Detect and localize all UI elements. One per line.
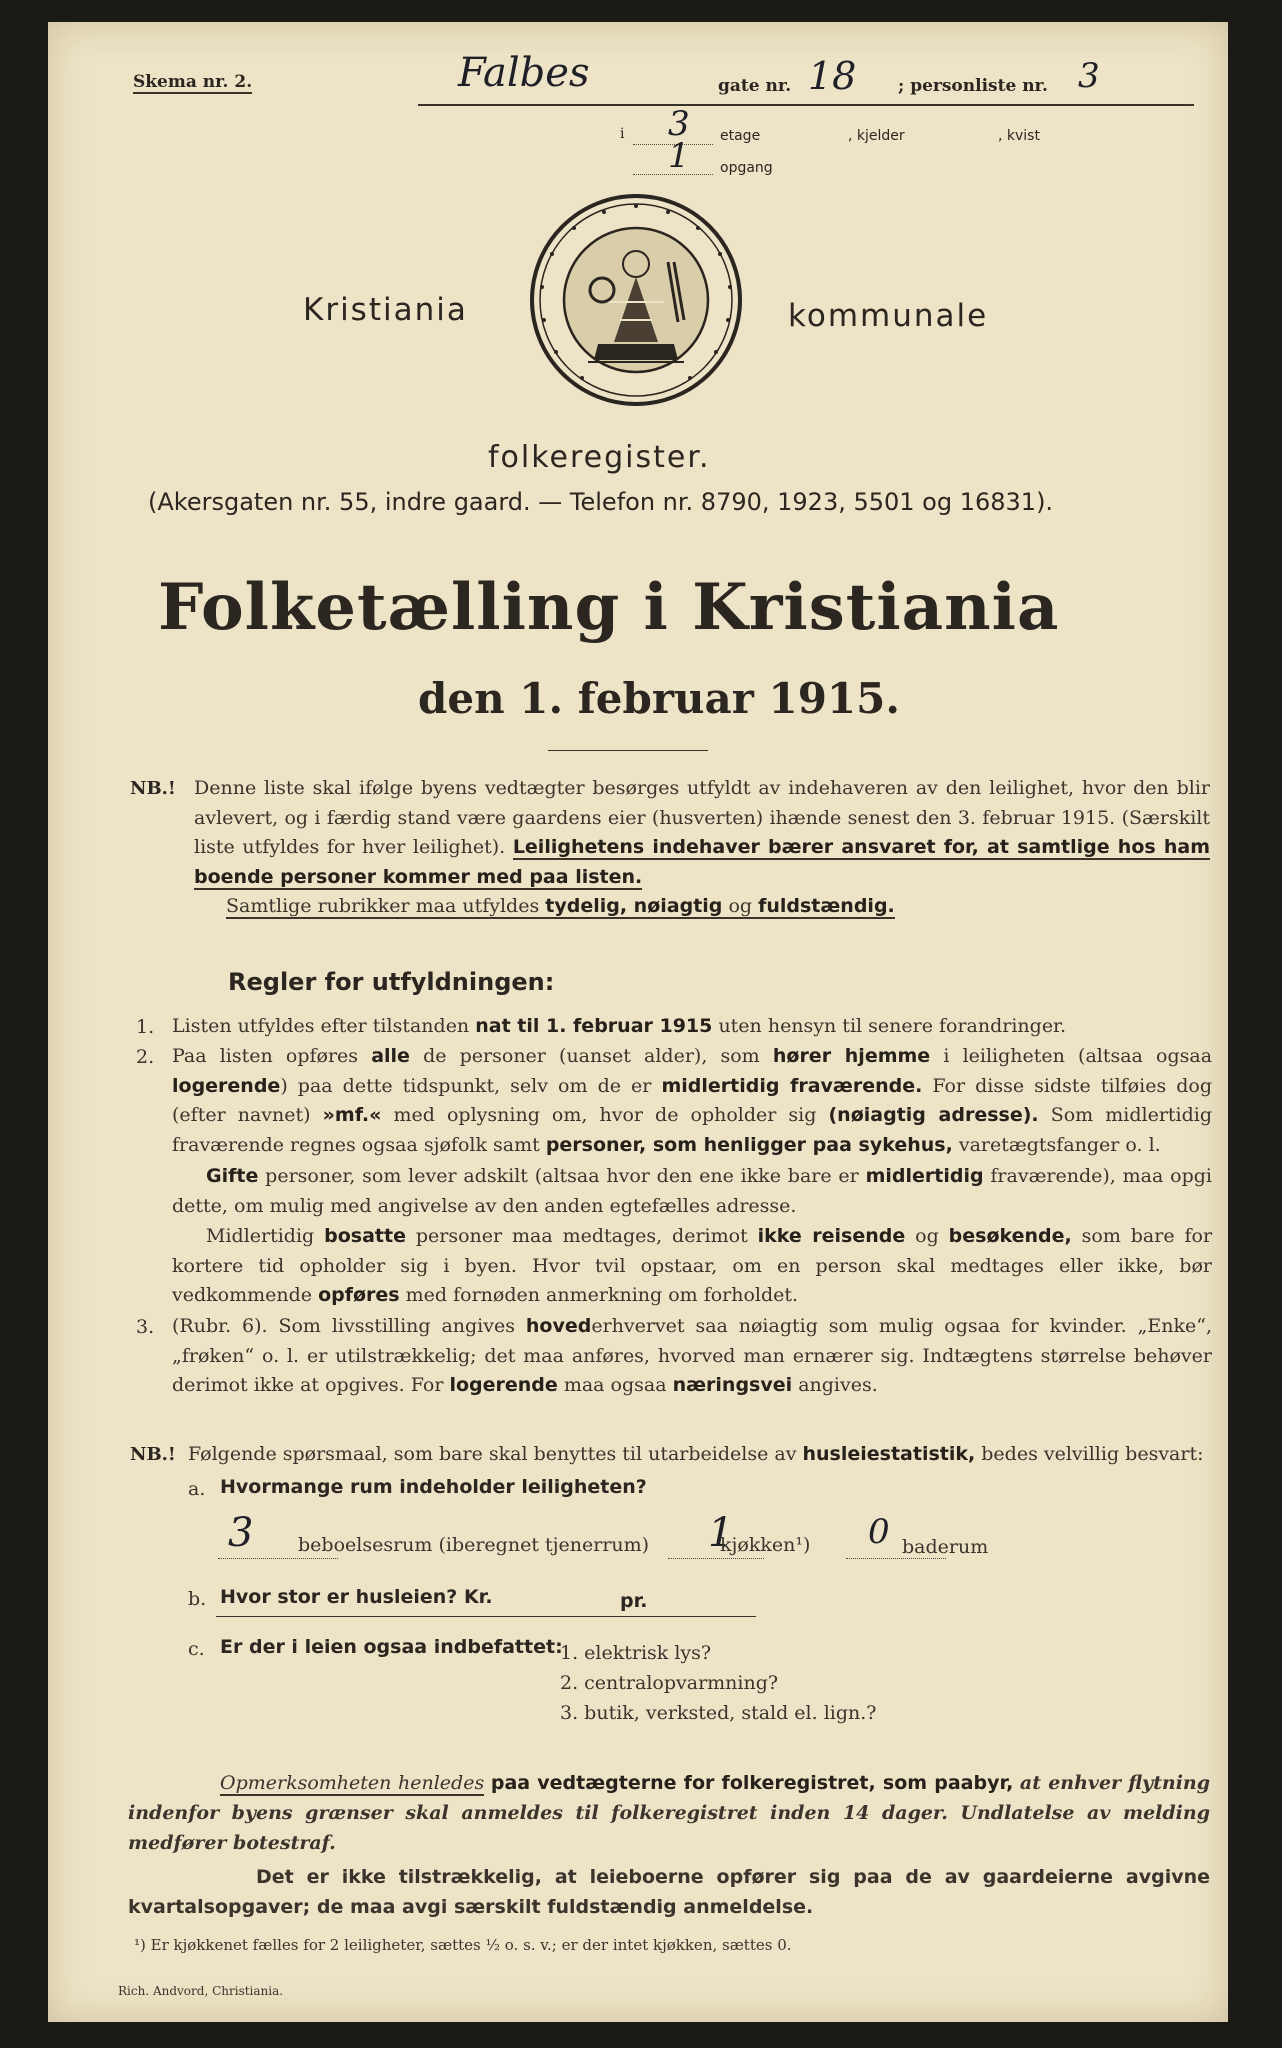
title-divider xyxy=(548,750,708,751)
personliste-number: 3 xyxy=(1078,56,1100,96)
header-rule xyxy=(418,104,1194,106)
list-item: 1. elektrisk lys? xyxy=(560,1642,712,1664)
nb1-label: NB.! xyxy=(130,778,176,799)
nb2-intro: Følgende spørsmaal, som bare skal benyttes til utarbeidelse av husleiestatistik, bedes velvillig besvart: xyxy=(188,1443,1204,1465)
gate-number: 18 xyxy=(808,54,857,98)
page-title: Folketælling i Kristiania xyxy=(158,570,1060,645)
seal-icon xyxy=(528,192,744,408)
kitchen-label: kjøkken¹) xyxy=(720,1534,811,1556)
printer-credit: Rich. Andvord, Christiania. xyxy=(118,1984,284,1998)
rule-1-text: Listen utfyldes efter tilstanden nat til 1. februar 1915 uten hensyn til senere forandringer. xyxy=(172,1015,1067,1037)
question-b-text: Hvor stor er husleien? Kr. xyxy=(220,1586,493,1608)
rule-3-number: 3. xyxy=(136,1316,155,1338)
census-date: den 1. februar 1915. xyxy=(418,674,901,723)
rooms-label: beboelsesrum (iberegnet tjenerrum) xyxy=(298,1534,650,1556)
list-item: 3. butik, verksted, stald el. lign.? xyxy=(560,1702,877,1724)
census-form-sheet xyxy=(48,22,1228,2022)
skema-label: Skema nr. 2. xyxy=(133,72,253,92)
rule-1-number: 1. xyxy=(136,1016,155,1038)
question-c-label: c. xyxy=(188,1638,205,1660)
nb2-label: NB.! xyxy=(130,1444,176,1465)
rule-2-bosatte: Midlertidig bosatte personer maa medtages, derimot ikke reisende og besøkende, som bare for kortere tid opholder sig i byen. Hvor tvil opstaar, om en person skal medtages eller ikke, bør vedkommende opføres med fornøden anmerkning om forholdet. xyxy=(172,1225,1213,1306)
rule-2-text: Paa listen opføres alle de personer (uanset alder), som hører hjemme i leiligheten (altsaa ogsaa logerende) paa dette tidspunkt, selv om de er midlertidig fraværende. For disse sidste tilføies dog (efter navnet) »mf.« med oplysning om, hvor de opholder sig (nøiagtig adresse). Som midlertidig fraværende regnes ogsaa sjøfolk samt personer, som henligger paa sykehus, varetægtsfanger o. l. xyxy=(172,1045,1213,1156)
rent-field-line xyxy=(216,1616,756,1617)
rooms-field-line xyxy=(218,1558,338,1559)
question-a-text: Hvormange rum indeholder leiligheten? xyxy=(220,1476,647,1498)
rule-2-gifte: Gifte personer, som lever adskilt (altsaa hvor den ene ikke bare er midlertidig fraværende), maa opgi dette, om mulig med angivelse av den anden egtefælles adresse. xyxy=(172,1165,1212,1217)
rule-3-text: (Rubr. 6). Som livsstilling angives hovederhvervet saa nøiagtig som mulig ogsaa for kvinder. „Enke“, „frøken“ o. l. er utilstrækkelig; det maa anføres, hvorved man ernærer sig. Indtægtens størrelse behøver derimot ikke at opgives. For logerende maa ogsaa næringsvei angives. xyxy=(172,1315,1212,1396)
rooms-value: 3 xyxy=(228,1510,254,1556)
bath-value: 0 xyxy=(868,1512,890,1552)
bath-field-line xyxy=(846,1558,946,1559)
question-b-pr: pr. xyxy=(620,1590,648,1612)
kristiania-word: Kristiania xyxy=(303,292,468,328)
notice-paragraph: Opmerksomheten henledes paa vedtægterne for folkeregistret, som paabyr, at enhver flytning indenfor byens grænser skal anmeldes til folkeregistret inden 14 dager. Undlatelse av melding medfører botestraf. xyxy=(128,1772,1211,1854)
nb1-text: Denne liste skal ifølge byens vedtægter besørges utfyldt av indehaveren av den leilighet, hvor den blir avlevert, og i færdig stand være gaardens eier (husverten) ihænde senest den 3. februar 1915. (Særskilt liste utfyldes for hver leilighet). xyxy=(194,777,1210,858)
city-seal-emblem xyxy=(528,192,744,408)
personliste-label: ; personliste nr. xyxy=(898,76,1048,96)
question-c-text: Er der i leien ogsaa indbefattet: xyxy=(220,1636,563,1658)
nb1-line2: Samtlige rubrikker maa utfyldes tydelig, nøiagtig og fuldstændig. xyxy=(226,895,895,917)
question-a-label: a. xyxy=(188,1478,206,1500)
kitchen-value: 1 xyxy=(708,1510,734,1556)
opgang-label: opgang xyxy=(720,160,773,176)
etage-label: etage xyxy=(720,128,761,144)
rules-heading: Regler for utfyldningen: xyxy=(228,968,555,996)
question-b-label: b. xyxy=(188,1588,207,1610)
rule-2-number: 2. xyxy=(136,1046,155,1068)
nb1-paragraph xyxy=(194,774,1210,892)
kjelder-label: , kjelder xyxy=(848,128,905,144)
office-name: folkeregister. xyxy=(488,440,711,475)
office-address: (Akersgaten nr. 55, indre gaard. — Telefon nr. 8790, 1923, 5501 og 16831). xyxy=(148,488,1054,516)
notice-paragraph-2: Det er ikke tilstrækkelig, at leieboerne opfører sig paa de av gaardeierne avgivne kvartalsopgaver; de maa avgi særskilt fuldstændig anmeldelse. xyxy=(128,1866,1210,1918)
i-label: i xyxy=(620,126,625,142)
list-item: 2. centralopvarmning? xyxy=(560,1672,779,1694)
question-c-items xyxy=(560,1638,877,1728)
etage-number: 3 xyxy=(668,104,690,144)
bath-label: baderum xyxy=(902,1536,989,1558)
kvist-label: , kvist xyxy=(998,128,1040,144)
street-handwritten: Falbes xyxy=(458,50,590,96)
gate-label: gate nr. xyxy=(718,76,792,96)
opgang-number: 1 xyxy=(668,136,690,176)
footnote: ¹) Er kjøkkenet fælles for 2 leiligheter, sættes ½ o. s. v.; er der intet kjøkken, sættes 0. xyxy=(134,1936,792,1954)
kitchen-field-line xyxy=(668,1558,764,1559)
nb1-bold-text: Leilighetens indehaver bærer ansvaret for, at samtlige hos ham boende personer kommer med paa listen. xyxy=(194,836,1210,888)
kommunale-word: kommunale xyxy=(788,298,989,334)
